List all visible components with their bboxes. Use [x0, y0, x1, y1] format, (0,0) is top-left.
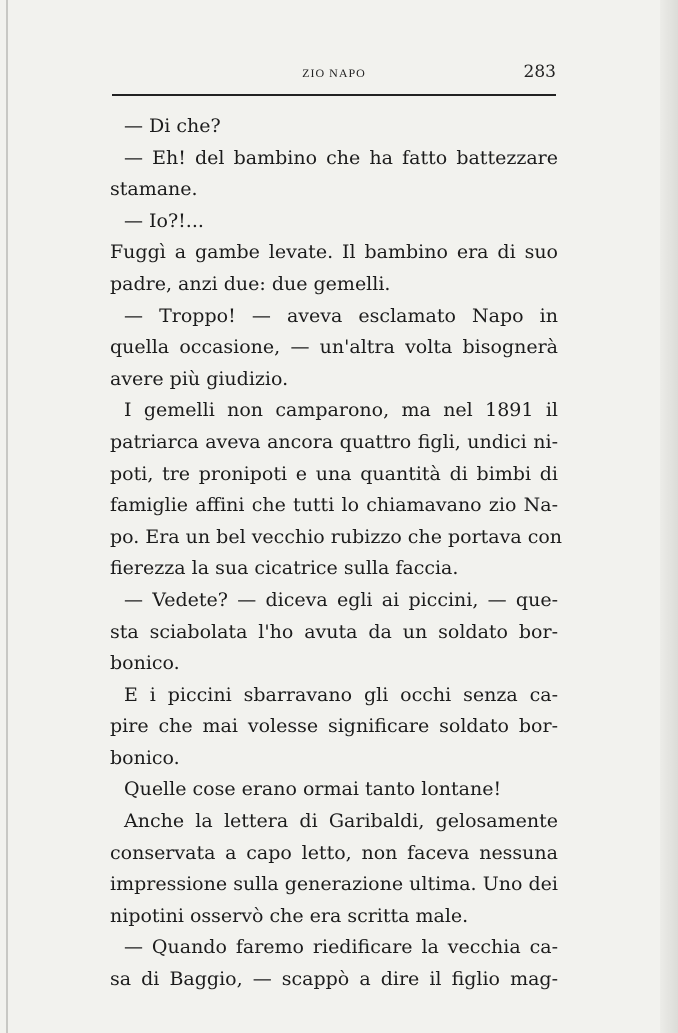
- text-line: padre, anzi due: due gemelli.: [110, 272, 391, 295]
- text-line: avere più giudizio.: [110, 367, 289, 390]
- text-line: I gemelli non camparono, ma nel 1891 il: [124, 399, 558, 422]
- running-title: ZIO NAPO: [302, 66, 366, 80]
- text-line: — Io?!...: [124, 209, 204, 232]
- text-line: — Troppo! — aveva esclamato Napo in: [124, 304, 558, 327]
- text-line: — Quando faremo riedificare la vecchia ca-: [124, 936, 558, 959]
- text-line: pire che mai volesse significare soldato bor-: [110, 715, 558, 738]
- text-line: — Eh! del bambino che ha fatto battezzare: [124, 146, 558, 169]
- text-line: Fuggì a gambe levate. Il bambino era di suo: [110, 241, 558, 264]
- text-line: sta sciabolata l'ho avuta da un soldato bor-: [110, 620, 558, 643]
- text-line: fierezza la sua cicatrice sulla faccia.: [110, 557, 459, 580]
- text-line: Quelle cose erano ormai tanto lontane!: [124, 778, 502, 801]
- header-rule: [112, 94, 556, 96]
- page-number: 283: [523, 62, 556, 82]
- page-header: [112, 58, 556, 88]
- text-line: impressione sulla generazione ultima. Uno dei: [110, 873, 558, 896]
- text-line: poti, tre pronipoti e una quantità di bimbi di: [110, 462, 558, 485]
- text-line: famiglie affini che tutti lo chiamavano zio Na-: [110, 494, 558, 517]
- text-line: sa di Baggio, — scappò a dire il figlio mag-: [110, 968, 558, 991]
- text-line: bonico.: [110, 652, 180, 675]
- text-line: po. Era un bel vecchio rubizzo che portava con: [110, 525, 563, 548]
- text-line: E i piccini sbarravano gli occhi senza ca-: [124, 683, 558, 706]
- text-line: quella occasione, — un'altra volta bisognerà: [110, 336, 558, 359]
- text-line: Anche la lettera di Garibaldi, gelosamente: [124, 810, 558, 833]
- text-line: nipotini osservò che era scritta male.: [110, 904, 469, 927]
- text-line: — Vedete? — diceva egli ai piccini, — que-: [124, 588, 558, 611]
- text-line: stamane.: [110, 178, 198, 201]
- text-line: — Di che?: [124, 115, 221, 137]
- body-text: [110, 111, 563, 996]
- page-binding-edge: [6, 0, 8, 1033]
- text-line: patriarca aveva ancora quattro figli, undici ni-: [110, 430, 558, 453]
- text-line: bonico.: [110, 746, 180, 769]
- page-edge-shadow: [660, 0, 678, 1033]
- text-line: conservata a capo letto, non faceva nessuna: [110, 841, 558, 864]
